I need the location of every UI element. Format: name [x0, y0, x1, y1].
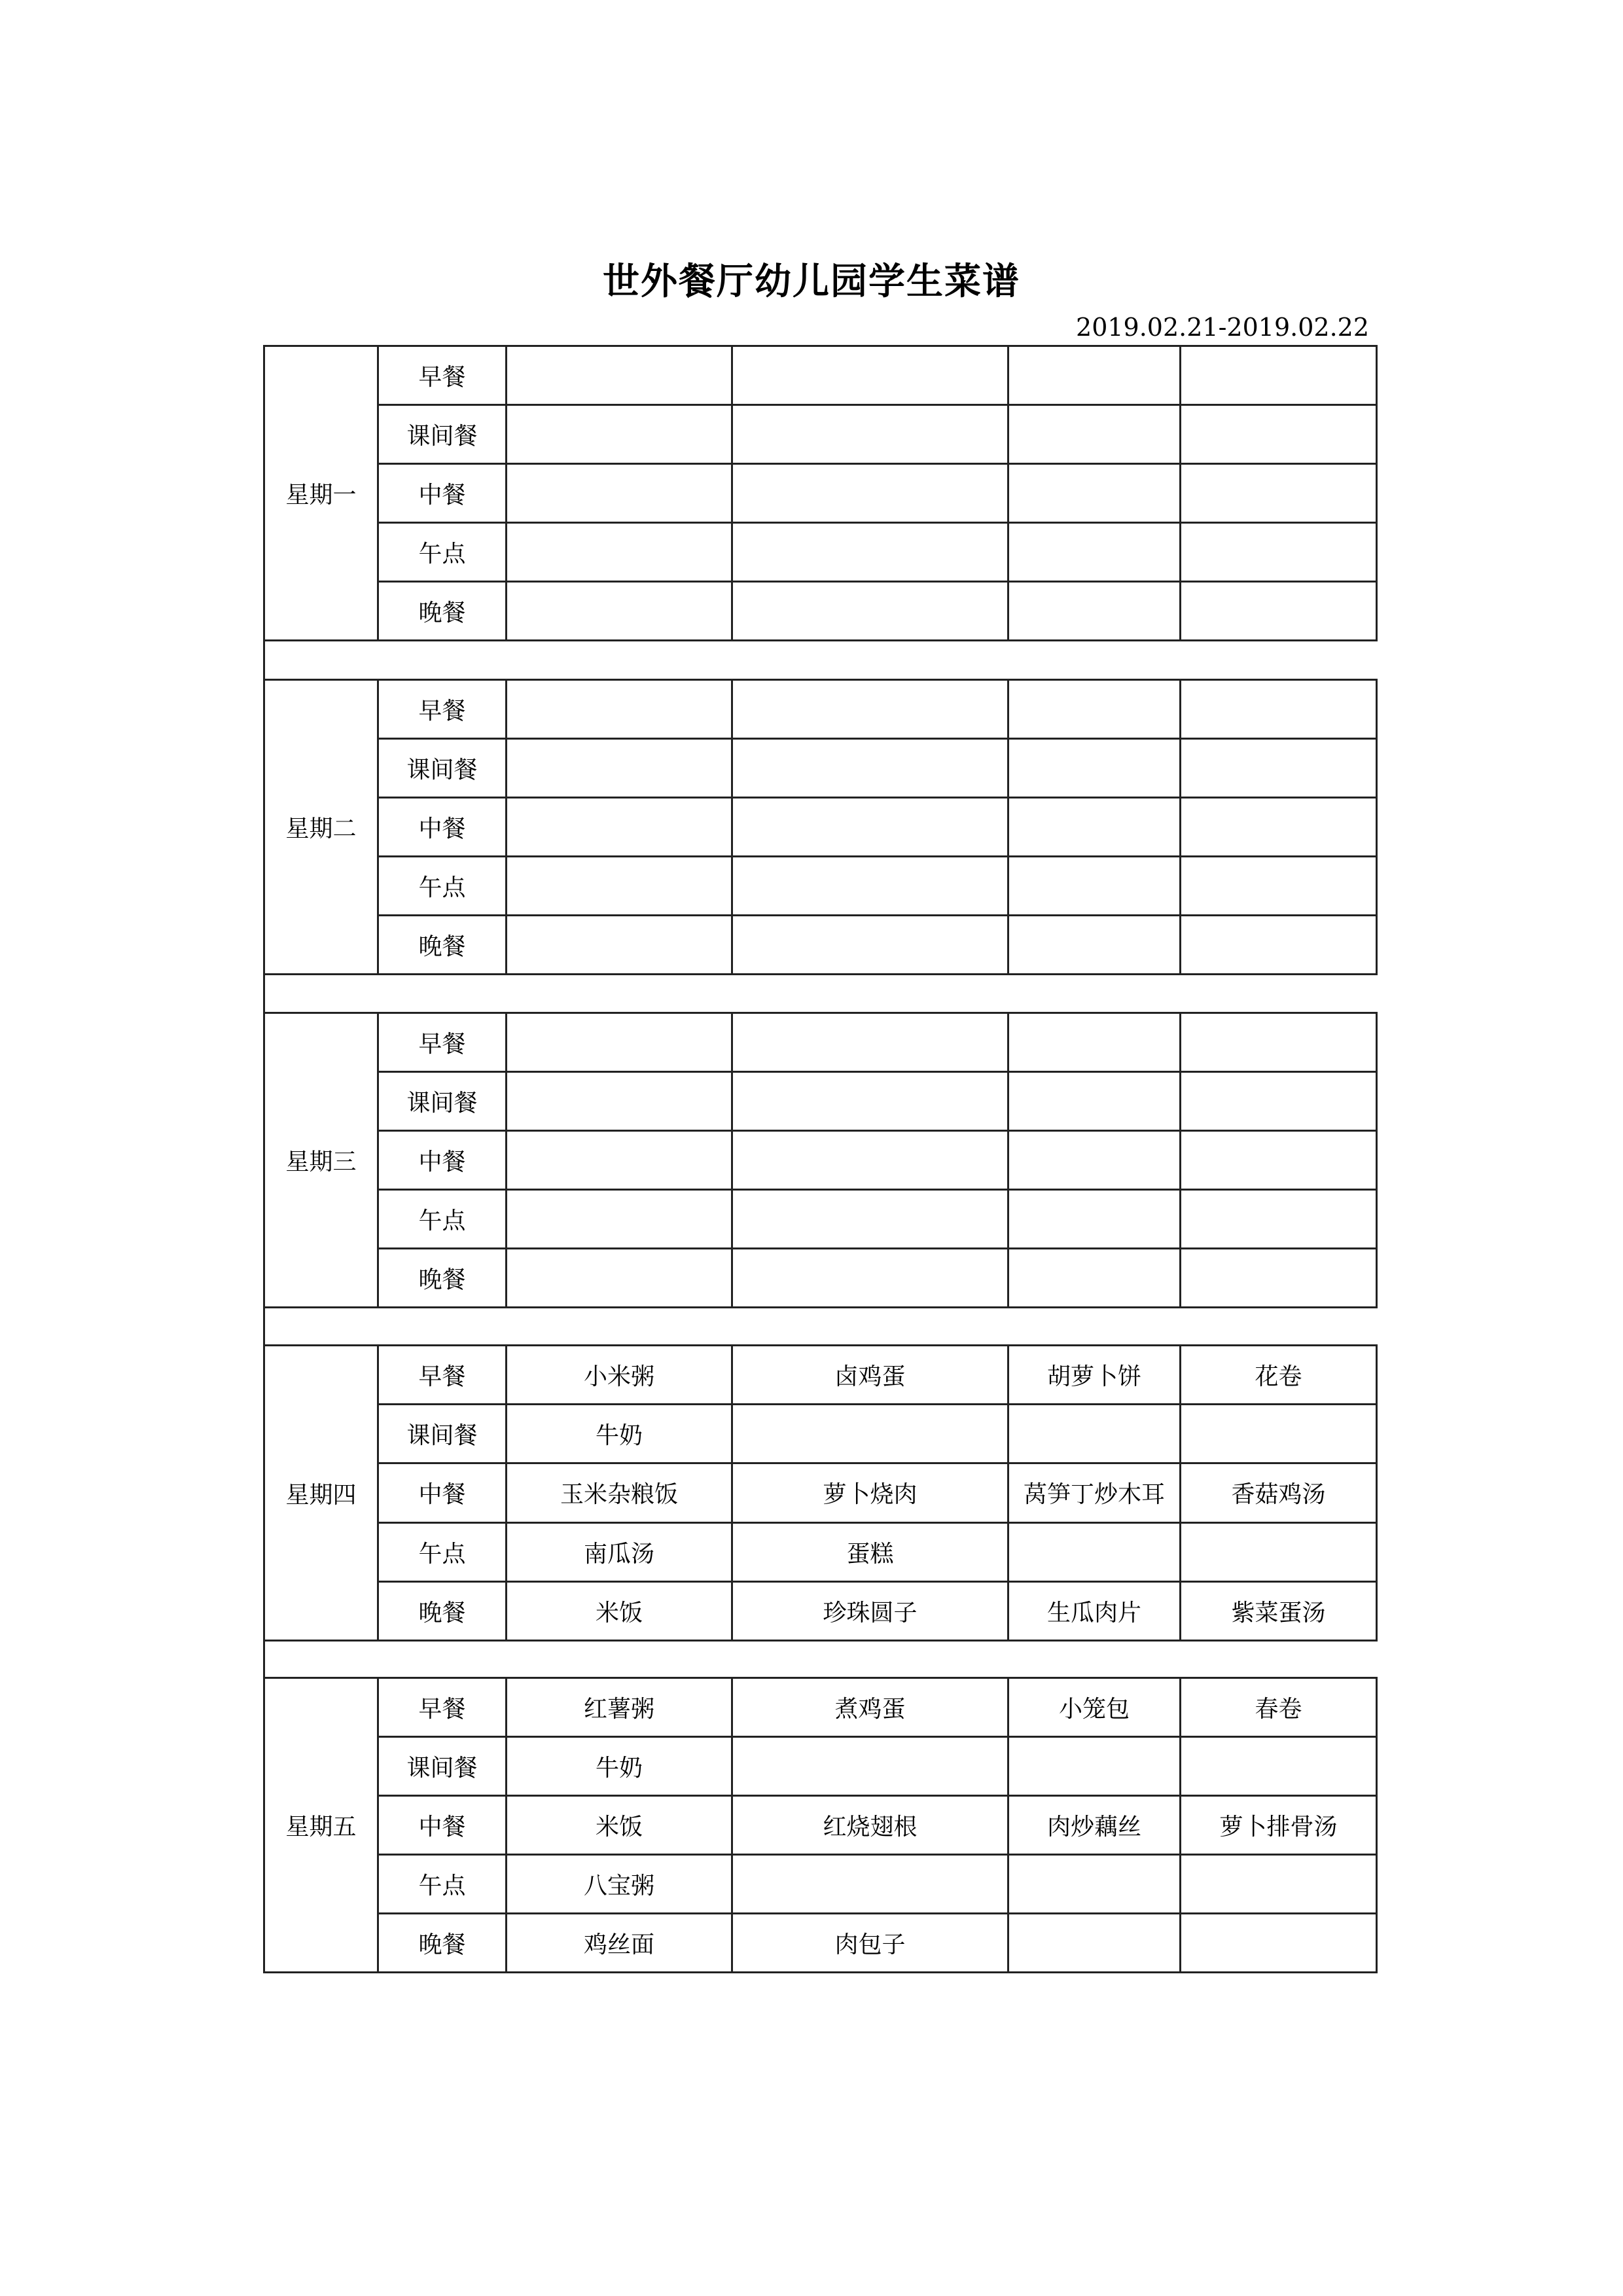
- day-block: [263, 345, 1376, 641]
- dish-cell: 萝卜烧肉: [732, 1463, 1008, 1522]
- table-row: [264, 1737, 1377, 1796]
- dish-cell: [1008, 523, 1181, 582]
- dish-cell: [507, 857, 732, 916]
- dish-cell: [732, 916, 1008, 975]
- table-row: [264, 798, 1377, 857]
- dish-cell: [507, 405, 732, 464]
- day-label: 星期二: [264, 680, 378, 975]
- day-label: 星期一: [264, 346, 378, 641]
- meal-label: 晚餐: [378, 1914, 507, 1973]
- meal-label: 早餐: [378, 1346, 507, 1405]
- day-block: [263, 1012, 1376, 1308]
- dish-cell: [1181, 405, 1377, 464]
- table-row: [264, 346, 1377, 405]
- dish-cell: [507, 739, 732, 798]
- block-separator: [263, 1641, 1376, 1677]
- dish-cell: [507, 680, 732, 739]
- day-label: 星期三: [264, 1013, 378, 1308]
- meal-label: 晚餐: [378, 1581, 507, 1640]
- dish-cell: [1008, 464, 1181, 523]
- table-row: [264, 1855, 1377, 1914]
- dish-cell: [1181, 857, 1377, 916]
- dish-cell: [732, 1405, 1008, 1463]
- dish-cell: [1181, 739, 1377, 798]
- meal-label: 晚餐: [378, 582, 507, 641]
- meal-label: 午点: [378, 1855, 507, 1914]
- dish-cell: 萝卜排骨汤: [1181, 1796, 1377, 1855]
- dish-cell: [1008, 1737, 1181, 1796]
- meal-label: 午点: [378, 1190, 507, 1249]
- table-row: [264, 405, 1377, 464]
- table-row: [264, 1581, 1377, 1640]
- dish-cell: [1181, 1190, 1377, 1249]
- dish-cell: [1008, 1190, 1181, 1249]
- dish-cell: [1008, 739, 1181, 798]
- dish-cell: 珍珠圆子: [732, 1581, 1008, 1640]
- dish-cell: 莴笋丁炒木耳: [1008, 1463, 1181, 1522]
- dish-cell: [1008, 346, 1181, 405]
- meal-label: 课间餐: [378, 1072, 507, 1131]
- dish-cell: [1008, 916, 1181, 975]
- dish-cell: [507, 798, 732, 857]
- dish-cell: 红薯粥: [507, 1678, 732, 1737]
- meal-label: 早餐: [378, 346, 507, 405]
- dish-cell: [732, 1855, 1008, 1914]
- dish-cell: [507, 582, 732, 641]
- table-row: [264, 1405, 1377, 1463]
- dish-cell: [732, 582, 1008, 641]
- dish-cell: 花卷: [1181, 1346, 1377, 1405]
- dish-cell: [1181, 680, 1377, 739]
- meal-label: 中餐: [378, 798, 507, 857]
- meal-label: 早餐: [378, 680, 507, 739]
- dish-cell: [507, 523, 732, 582]
- menu-table: [263, 345, 1378, 641]
- dish-cell: [1008, 1914, 1181, 1973]
- dish-cell: [1181, 1131, 1377, 1190]
- table-row: [264, 1796, 1377, 1855]
- dish-cell: [732, 346, 1008, 405]
- block-separator: [263, 641, 1376, 679]
- menu-table: [263, 1677, 1378, 1973]
- table-row: [264, 1346, 1377, 1405]
- table-row: [264, 1522, 1377, 1581]
- dish-cell: [732, 1072, 1008, 1131]
- dish-cell: [1008, 1855, 1181, 1914]
- dish-cell: 煮鸡蛋: [732, 1678, 1008, 1737]
- meal-label: 早餐: [378, 1678, 507, 1737]
- table-row: [264, 1131, 1377, 1190]
- table-row: [264, 1678, 1377, 1737]
- day-block: [263, 679, 1376, 975]
- dish-cell: [732, 1013, 1008, 1072]
- date-range: 2019.02.21-2019.02.22: [1076, 313, 1369, 342]
- dish-cell: [1181, 798, 1377, 857]
- dish-cell: [507, 464, 732, 523]
- day-block: [263, 1677, 1376, 1973]
- dish-cell: 鸡丝面: [507, 1914, 732, 1973]
- dish-cell: [1181, 582, 1377, 641]
- dish-cell: [1181, 916, 1377, 975]
- dish-cell: 卤鸡蛋: [732, 1346, 1008, 1405]
- table-row: [264, 1072, 1377, 1131]
- table-row: [264, 464, 1377, 523]
- meal-label: 中餐: [378, 1131, 507, 1190]
- dish-cell: 米饭: [507, 1796, 732, 1855]
- meal-label: 午点: [378, 857, 507, 916]
- dish-cell: [732, 1249, 1008, 1308]
- table-row: [264, 1013, 1377, 1072]
- dish-cell: [1008, 405, 1181, 464]
- dish-cell: [732, 798, 1008, 857]
- dish-cell: [1008, 1013, 1181, 1072]
- dish-cell: [732, 857, 1008, 916]
- block-separator: [263, 975, 1376, 1012]
- table-row: [264, 1914, 1377, 1973]
- dish-cell: [507, 916, 732, 975]
- dish-cell: [1181, 1522, 1377, 1581]
- dish-cell: [1008, 798, 1181, 857]
- dish-cell: [732, 739, 1008, 798]
- dish-cell: [1008, 1131, 1181, 1190]
- dish-cell: [507, 1013, 732, 1072]
- table-row: [264, 1463, 1377, 1522]
- table-row: [264, 1190, 1377, 1249]
- dish-cell: [1181, 346, 1377, 405]
- meal-label: 晚餐: [378, 1249, 507, 1308]
- meal-label: 午点: [378, 1522, 507, 1581]
- dish-cell: [507, 1249, 732, 1308]
- table-row: [264, 680, 1377, 739]
- meal-label: 中餐: [378, 1463, 507, 1522]
- meal-label: 午点: [378, 523, 507, 582]
- dish-cell: 米饭: [507, 1581, 732, 1640]
- meal-label: 课间餐: [378, 405, 507, 464]
- day-label: 星期五: [264, 1678, 378, 1973]
- dish-cell: [507, 1190, 732, 1249]
- dish-cell: [1181, 1249, 1377, 1308]
- table-row: [264, 739, 1377, 798]
- dish-cell: 红烧翅根: [732, 1796, 1008, 1855]
- dish-cell: [732, 680, 1008, 739]
- meal-label: 早餐: [378, 1013, 507, 1072]
- dish-cell: [1008, 680, 1181, 739]
- dish-cell: [1181, 464, 1377, 523]
- menu-table: [263, 1012, 1378, 1308]
- meal-label: 中餐: [378, 464, 507, 523]
- meal-label: 晚餐: [378, 916, 507, 975]
- table-row: [264, 582, 1377, 641]
- dish-cell: 八宝粥: [507, 1855, 732, 1914]
- meal-label: 课间餐: [378, 1405, 507, 1463]
- dish-cell: [507, 346, 732, 405]
- dish-cell: [1181, 1072, 1377, 1131]
- dish-cell: [1008, 1522, 1181, 1581]
- dish-cell: 小米粥: [507, 1346, 732, 1405]
- table-row: [264, 1249, 1377, 1308]
- table-row: [264, 916, 1377, 975]
- dish-cell: [732, 1190, 1008, 1249]
- menu-table: [263, 679, 1378, 975]
- dish-cell: 牛奶: [507, 1405, 732, 1463]
- dish-cell: 蛋糕: [732, 1522, 1008, 1581]
- dish-cell: [732, 464, 1008, 523]
- dish-cell: [732, 1737, 1008, 1796]
- meal-label: 课间餐: [378, 1737, 507, 1796]
- day-block: [263, 1344, 1376, 1641]
- dish-cell: [732, 523, 1008, 582]
- dish-cell: 玉米杂粮饭: [507, 1463, 732, 1522]
- dish-cell: [1181, 1914, 1377, 1973]
- dish-cell: [1181, 1855, 1377, 1914]
- dish-cell: [1008, 857, 1181, 916]
- dish-cell: 春卷: [1181, 1678, 1377, 1737]
- dish-cell: 肉炒藕丝: [1008, 1796, 1181, 1855]
- dish-cell: [1008, 1405, 1181, 1463]
- dish-cell: 胡萝卜饼: [1008, 1346, 1181, 1405]
- dish-cell: 小笼包: [1008, 1678, 1181, 1737]
- dish-cell: 牛奶: [507, 1737, 732, 1796]
- day-label: 星期四: [264, 1346, 378, 1641]
- dish-cell: [732, 405, 1008, 464]
- dish-cell: [1008, 582, 1181, 641]
- dish-cell: [1181, 1405, 1377, 1463]
- meal-label: 中餐: [378, 1796, 507, 1855]
- dish-cell: [1008, 1072, 1181, 1131]
- dish-cell: 南瓜汤: [507, 1522, 732, 1581]
- dish-cell: [1181, 1737, 1377, 1796]
- dish-cell: [507, 1131, 732, 1190]
- table-row: [264, 523, 1377, 582]
- menu-table: [263, 1344, 1378, 1641]
- dish-cell: 香菇鸡汤: [1181, 1463, 1377, 1522]
- page-title: 世外餐厅幼儿园学生菜谱: [603, 260, 1020, 303]
- dish-cell: [1008, 1249, 1181, 1308]
- dish-cell: 肉包子: [732, 1914, 1008, 1973]
- dish-cell: [1181, 523, 1377, 582]
- table-row: [264, 857, 1377, 916]
- dish-cell: [1181, 1013, 1377, 1072]
- dish-cell: 紫菜蛋汤: [1181, 1581, 1377, 1640]
- dish-cell: [507, 1072, 732, 1131]
- block-separator: [263, 1308, 1376, 1344]
- dish-cell: [732, 1131, 1008, 1190]
- meal-label: 课间餐: [378, 739, 507, 798]
- dish-cell: 生瓜肉片: [1008, 1581, 1181, 1640]
